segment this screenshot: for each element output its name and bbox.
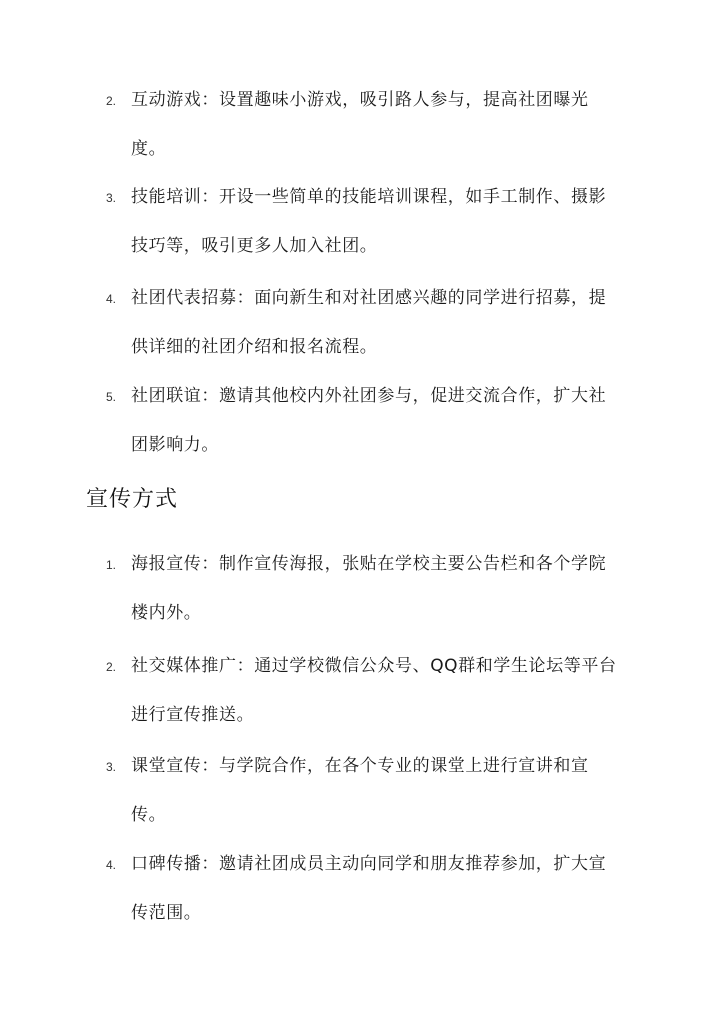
- list-item-text: 课堂宣传：与学院合作，在各个专业的课堂上进行宣讲和宣传。: [131, 756, 589, 825]
- list-item-number: 2.: [106, 94, 117, 108]
- list-item-number: 2.: [106, 660, 117, 674]
- list-item-number: 3.: [106, 760, 117, 774]
- list-item-text: 社交媒体推广：通过学校微信公众号、QQ群和学生论坛等平台进行宣传推送。: [131, 656, 617, 725]
- section-heading: 宣传方式: [86, 487, 179, 512]
- list-item-number: 5.: [106, 390, 117, 404]
- list-item-number: 1.: [106, 558, 117, 572]
- list-item-text: 口碑传播：邀请社团成员主动向同学和朋友推荐参加，扩大宣传范围。: [131, 854, 607, 923]
- list-item-number: 3.: [106, 191, 117, 205]
- list-item-text: 社团代表招募：面向新生和对社团感兴趣的同学进行招募，提供详细的社团介绍和报名流程。: [131, 288, 607, 357]
- list-item-text: 技能培训：开设一些简单的技能培训课程，如手工制作、摄影技巧等，吸引更多人加入社团。: [131, 187, 607, 256]
- list-item-number: 4.: [106, 858, 117, 872]
- list-item-text: 社团联谊：邀请其他校内外社团参与，促进交流合作，扩大社团影响力。: [131, 386, 607, 455]
- list-item-text: 海报宣传：制作宣传海报，张贴在学校主要公告栏和各个学院楼内外。: [131, 554, 607, 623]
- list-item-text: 互动游戏：设置趣味小游戏，吸引路人参与，提高社团曝光度。: [131, 90, 589, 159]
- list-item-number: 4.: [106, 292, 117, 306]
